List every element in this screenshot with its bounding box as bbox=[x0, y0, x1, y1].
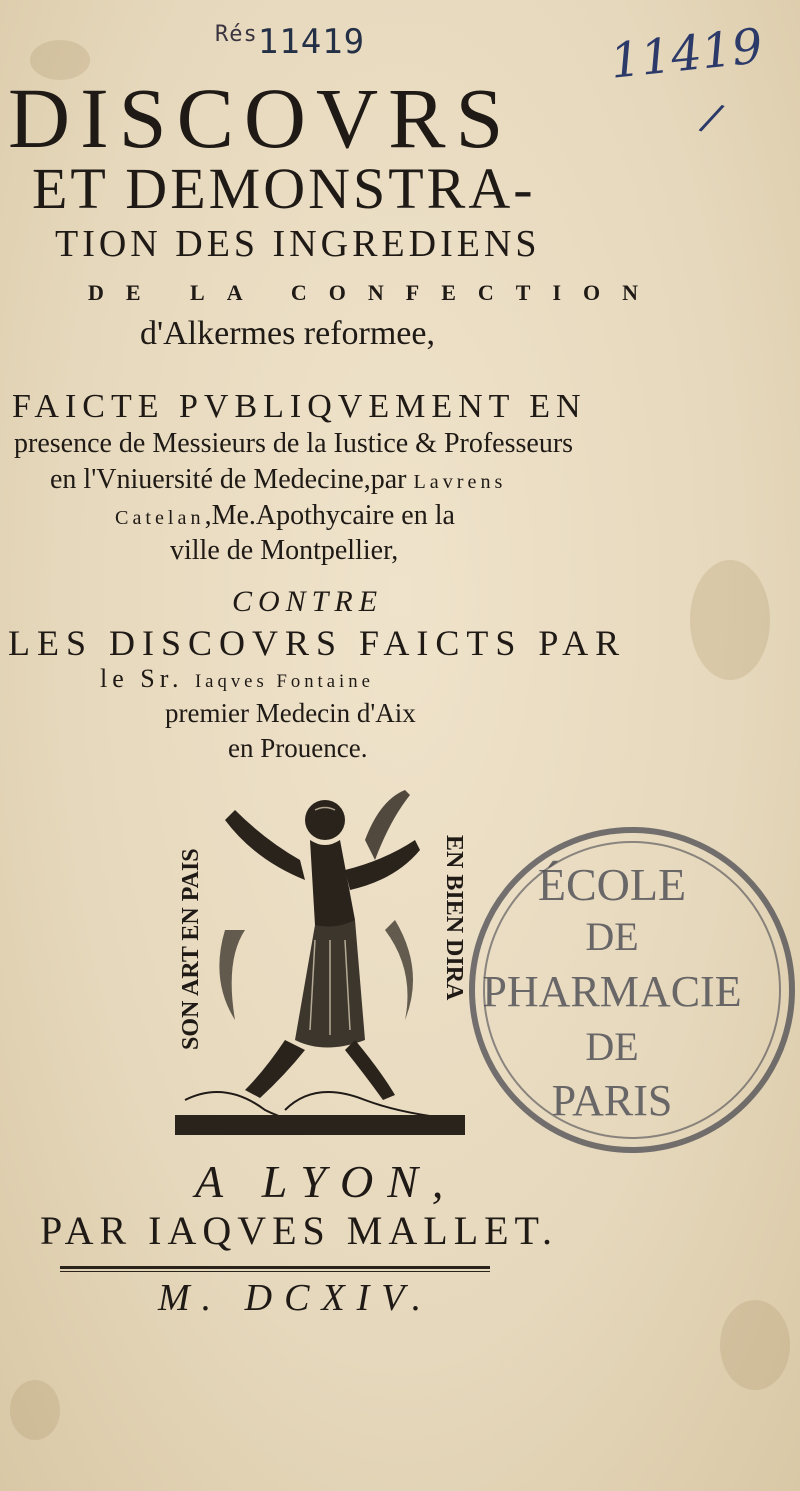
against-line-4: premier Medecin d'Aix bbox=[165, 698, 416, 728]
pen-stroke: / bbox=[695, 94, 728, 142]
stamp-line-4: DE bbox=[585, 1024, 639, 1069]
stamp-line-1: ÉCOLE bbox=[537, 859, 687, 910]
subtitle-line-4: Catelan,Me.Apothycaire en la bbox=[115, 500, 455, 531]
imprint-place: A LYON, bbox=[195, 1156, 458, 1207]
printer-device-woodcut bbox=[165, 780, 475, 1140]
against-line-5: en Prouence. bbox=[228, 733, 368, 763]
imprint-printer: PAR IAQVES MALLET. bbox=[40, 1208, 559, 1253]
stamp-line-5: PARIS bbox=[551, 1076, 673, 1125]
imprint-rule-thin bbox=[60, 1271, 490, 1272]
subtitle-line-5: ville de Montpellier, bbox=[170, 535, 399, 566]
title-line-4: DE LA CONFECTION bbox=[88, 280, 661, 305]
stain bbox=[10, 1380, 60, 1440]
handwritten-number: 11419 bbox=[607, 18, 766, 90]
device-motto-left: SON ART EN PAIS bbox=[178, 848, 204, 1050]
title-line-5: d'Alkermes reformee, bbox=[140, 315, 435, 352]
library-shelfmark: $^{Rés}$11419 bbox=[215, 22, 366, 62]
library-ownership-stamp bbox=[462, 810, 800, 1170]
subtitle-line-3: en l'Vniuersité de Medecine,par Lavrens bbox=[50, 464, 507, 495]
title-line-1: DISCOVRS bbox=[8, 70, 514, 166]
subtitle-line-1: FAICTE PVBLIQVEMENT EN bbox=[12, 388, 587, 425]
against-line-2: LES DISCOVRS FAICTS PAR bbox=[8, 623, 627, 663]
stamp-line-2: DE bbox=[585, 914, 639, 959]
subtitle-line-2: presence de Messieurs de la Iustice & Professeurs bbox=[14, 428, 574, 459]
against-line-3: le Sr. Iaqves Fontaine bbox=[100, 664, 374, 693]
against-heading: CONTRE bbox=[232, 585, 384, 618]
opponent-name: Iaqves Fontaine bbox=[194, 671, 374, 692]
imprint-rule bbox=[60, 1266, 490, 1269]
imprint-date: M. DCXIV. bbox=[158, 1277, 434, 1319]
device-motto-right: EN BIEN DIRA bbox=[441, 835, 467, 1001]
stamp-line-3: PHARMACIE bbox=[482, 967, 742, 1016]
author-surname: Catelan bbox=[115, 507, 205, 529]
author-name: Lavrens bbox=[413, 471, 507, 493]
title-line-3: TION DES INGREDIENS bbox=[55, 223, 541, 265]
title-line-2: ET DEMONSTRA- bbox=[32, 156, 536, 221]
